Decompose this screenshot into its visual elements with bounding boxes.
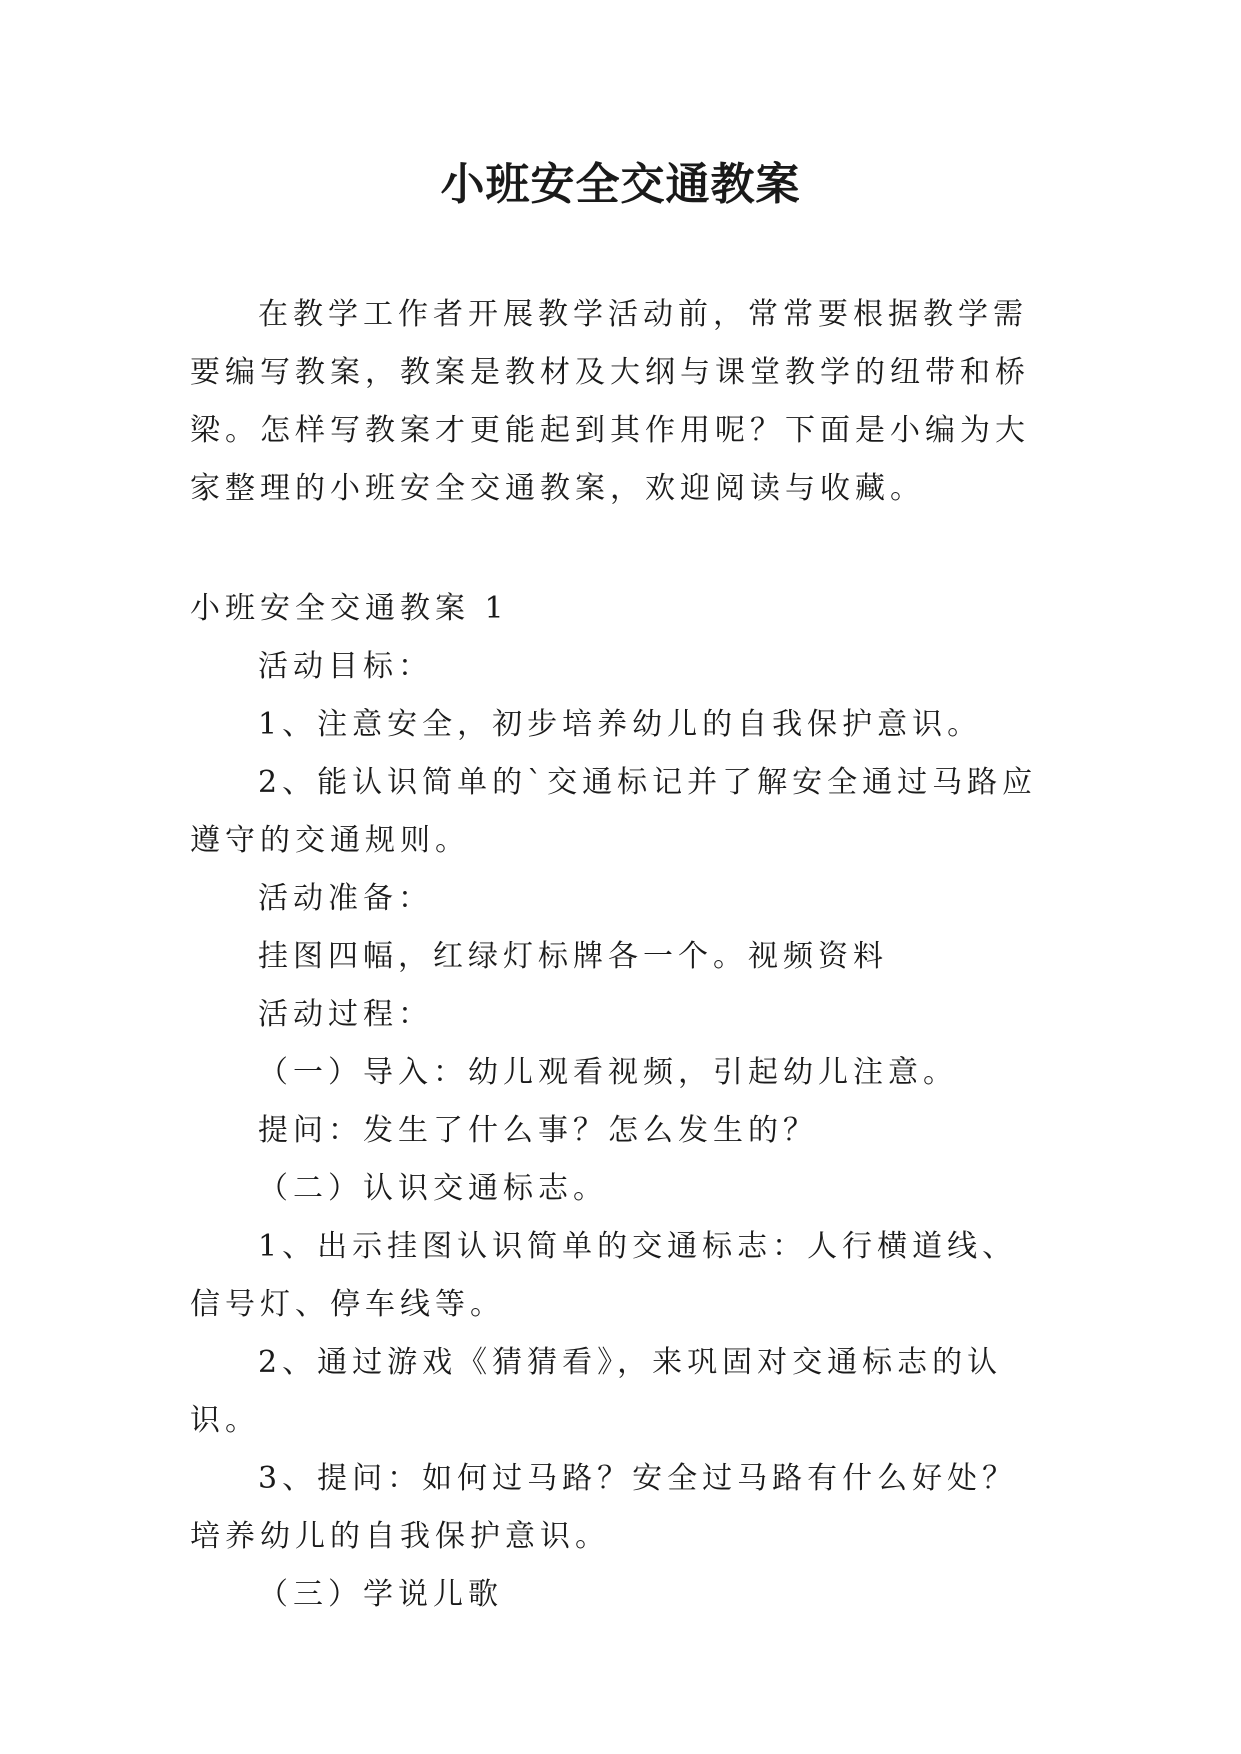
paragraph: 挂图四幅，红绿灯标牌各一个。视频资料 <box>258 939 888 974</box>
paragraph: 2、通过游戏《猜猜看》，来巩固对交通标志的认识。 <box>190 1345 1003 1438</box>
section-heading: 小班安全交通教案 1 <box>190 591 509 626</box>
paragraph: 活动准备： <box>258 881 433 916</box>
paragraph: 提问：发生了什么事？怎么发生的？ <box>258 1113 818 1148</box>
paragraph: 1、出示挂图认识简单的交通标志：人行横道线、信号灯、停车线等。 <box>190 1229 1018 1322</box>
paragraph: （二）认识交通标志。 <box>258 1171 608 1206</box>
section-1 <box>190 580 1050 1624</box>
paragraph: 活动过程： <box>258 997 433 1032</box>
paragraph: 1、注意安全，初步培养幼儿的自我保护意识。 <box>258 707 983 742</box>
paragraph: （三）学说儿歌 <box>258 1577 503 1612</box>
page-title: 小班安全交通教案 <box>440 159 801 210</box>
paragraph: 3、提问：如何过马路？安全过马路有什么好处？培养幼儿的自我保护意识。 <box>190 1461 1018 1554</box>
paragraph: 2、能认识简单的`交通标记并了解安全通过马路应遵守的交通规则。 <box>190 765 1038 858</box>
paragraph: 活动目标： <box>258 649 433 684</box>
paragraph: （一）导入：幼儿观看视频，引起幼儿注意。 <box>258 1055 958 1090</box>
intro-paragraph: 在教学工作者开展教学活动前，常常要根据教学需要编写教案，教案是教材及大纲与课堂教学的纽带和桥梁。怎样写教案才更能起到其作用呢？下面是小编为大家整理的小班安全交通教案，欢迎阅读与收藏。 <box>190 297 1030 506</box>
